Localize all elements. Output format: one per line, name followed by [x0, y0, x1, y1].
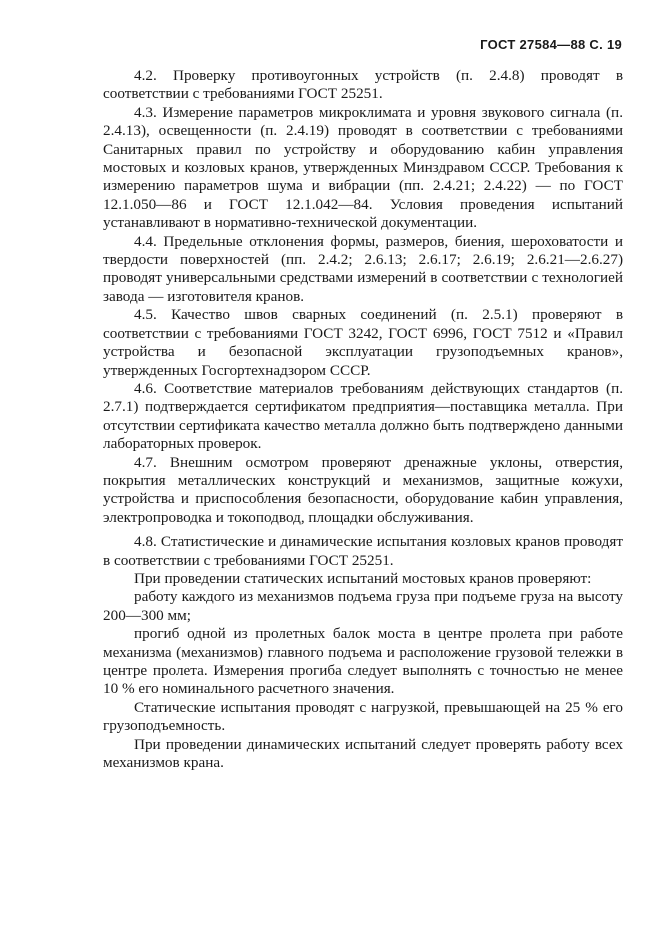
paragraph-4-2: 4.2. Проверку противоугонных устройств (п. 2.4.8) проводят в соответствии с требованиями ГОСТ 25251.	[103, 67, 623, 103]
paragraph-4-8: 4.8. Статистические и динамические испытания козловых кранов проводят в соответствии с требованиями ГОСТ 25251.	[103, 533, 623, 569]
page-header: ГОСТ 27584—88 С. 19	[480, 37, 622, 52]
paragraph-4-3: 4.3. Измерение параметров микроклимата и уровня звукового сигнала (п. 2.4.13), освещенности (п. 2.4.19) проводят в соответствии с требованиями Санитарных правил по устройству и оборудованию кабин управления мостовых и козловых кранов, утвержденных Минздравом СССР. Требования к измерению параметров шума и вибрации (пп. 2.4.21; 2.4.22) — по ГОСТ 12.1.050—86 и ГОСТ 12.1.042—84. Условия проведения испытаний устанавливают в нормативно-технической документации.	[103, 103, 623, 232]
paragraph-4-4: 4.4. Предельные отклонения формы, размеров, биения, шероховатости и твердости поверхностей (пп. 2.4.2; 2.6.13; 2.6.17; 2.6.19; 2.6.21—2.6.27) проводят универсальными средствами измерений в соответствии с технологией завода — изготовителя кранов.	[103, 232, 623, 305]
paragraph-deflection-check: прогиб одной из пролетных балок моста в центре пролета при работе механизма (механизмов) главного подъема и расположение грузовой тележки в центре пролета. Измерения прогиба следует выполнять с точностью не менее 10 % его номинального расчетного значения.	[103, 625, 623, 698]
paragraph-static-load: Статические испытания проводят с нагрузкой, превышающей на 25 % его грузоподъемность.	[103, 698, 623, 735]
paragraph-static-tests-intro: При проведении статических испытаний мостовых кранов проверяют:	[134, 569, 592, 587]
paragraph-4-6: 4.6. Соответствие материалов требованиям действующих стандартов (п. 2.7.1) подтверждается сертификатом предприятия—поставщика металла. При отсутствии сертификата качество металла должно быть подтверждено данными лабораторных проверок.	[103, 379, 623, 453]
paragraph-4-5: 4.5. Качество швов сварных соединений (п. 2.5.1) проверяют в соответствии с требованиями ГОСТ 3242, ГОСТ 6996, ГОСТ 7512 и «Правил устройства и безопасной эксплуатации грузоподъемных кранов», утвержденных Госгортехнадзором СССР.	[103, 306, 623, 379]
paragraph-dynamic-tests: При проведении динамических испытаний следует проверять работу всех механизмов крана.	[103, 735, 623, 772]
paragraph-hoist-check: работу каждого из механизмов подъема груза при подъеме груза на высоту 200—300 мм;	[103, 588, 623, 624]
paragraph-4-7: 4.7. Внешним осмотром проверяют дренажные уклоны, отверстия, покрытия металлических конструкций и механизмов, защитные кожухи, устройства и приспособления безопасности, оборудование кабин управления, электропроводка и токоподвод, площадки обслуживания.	[103, 453, 623, 526]
document-body	[103, 67, 623, 772]
